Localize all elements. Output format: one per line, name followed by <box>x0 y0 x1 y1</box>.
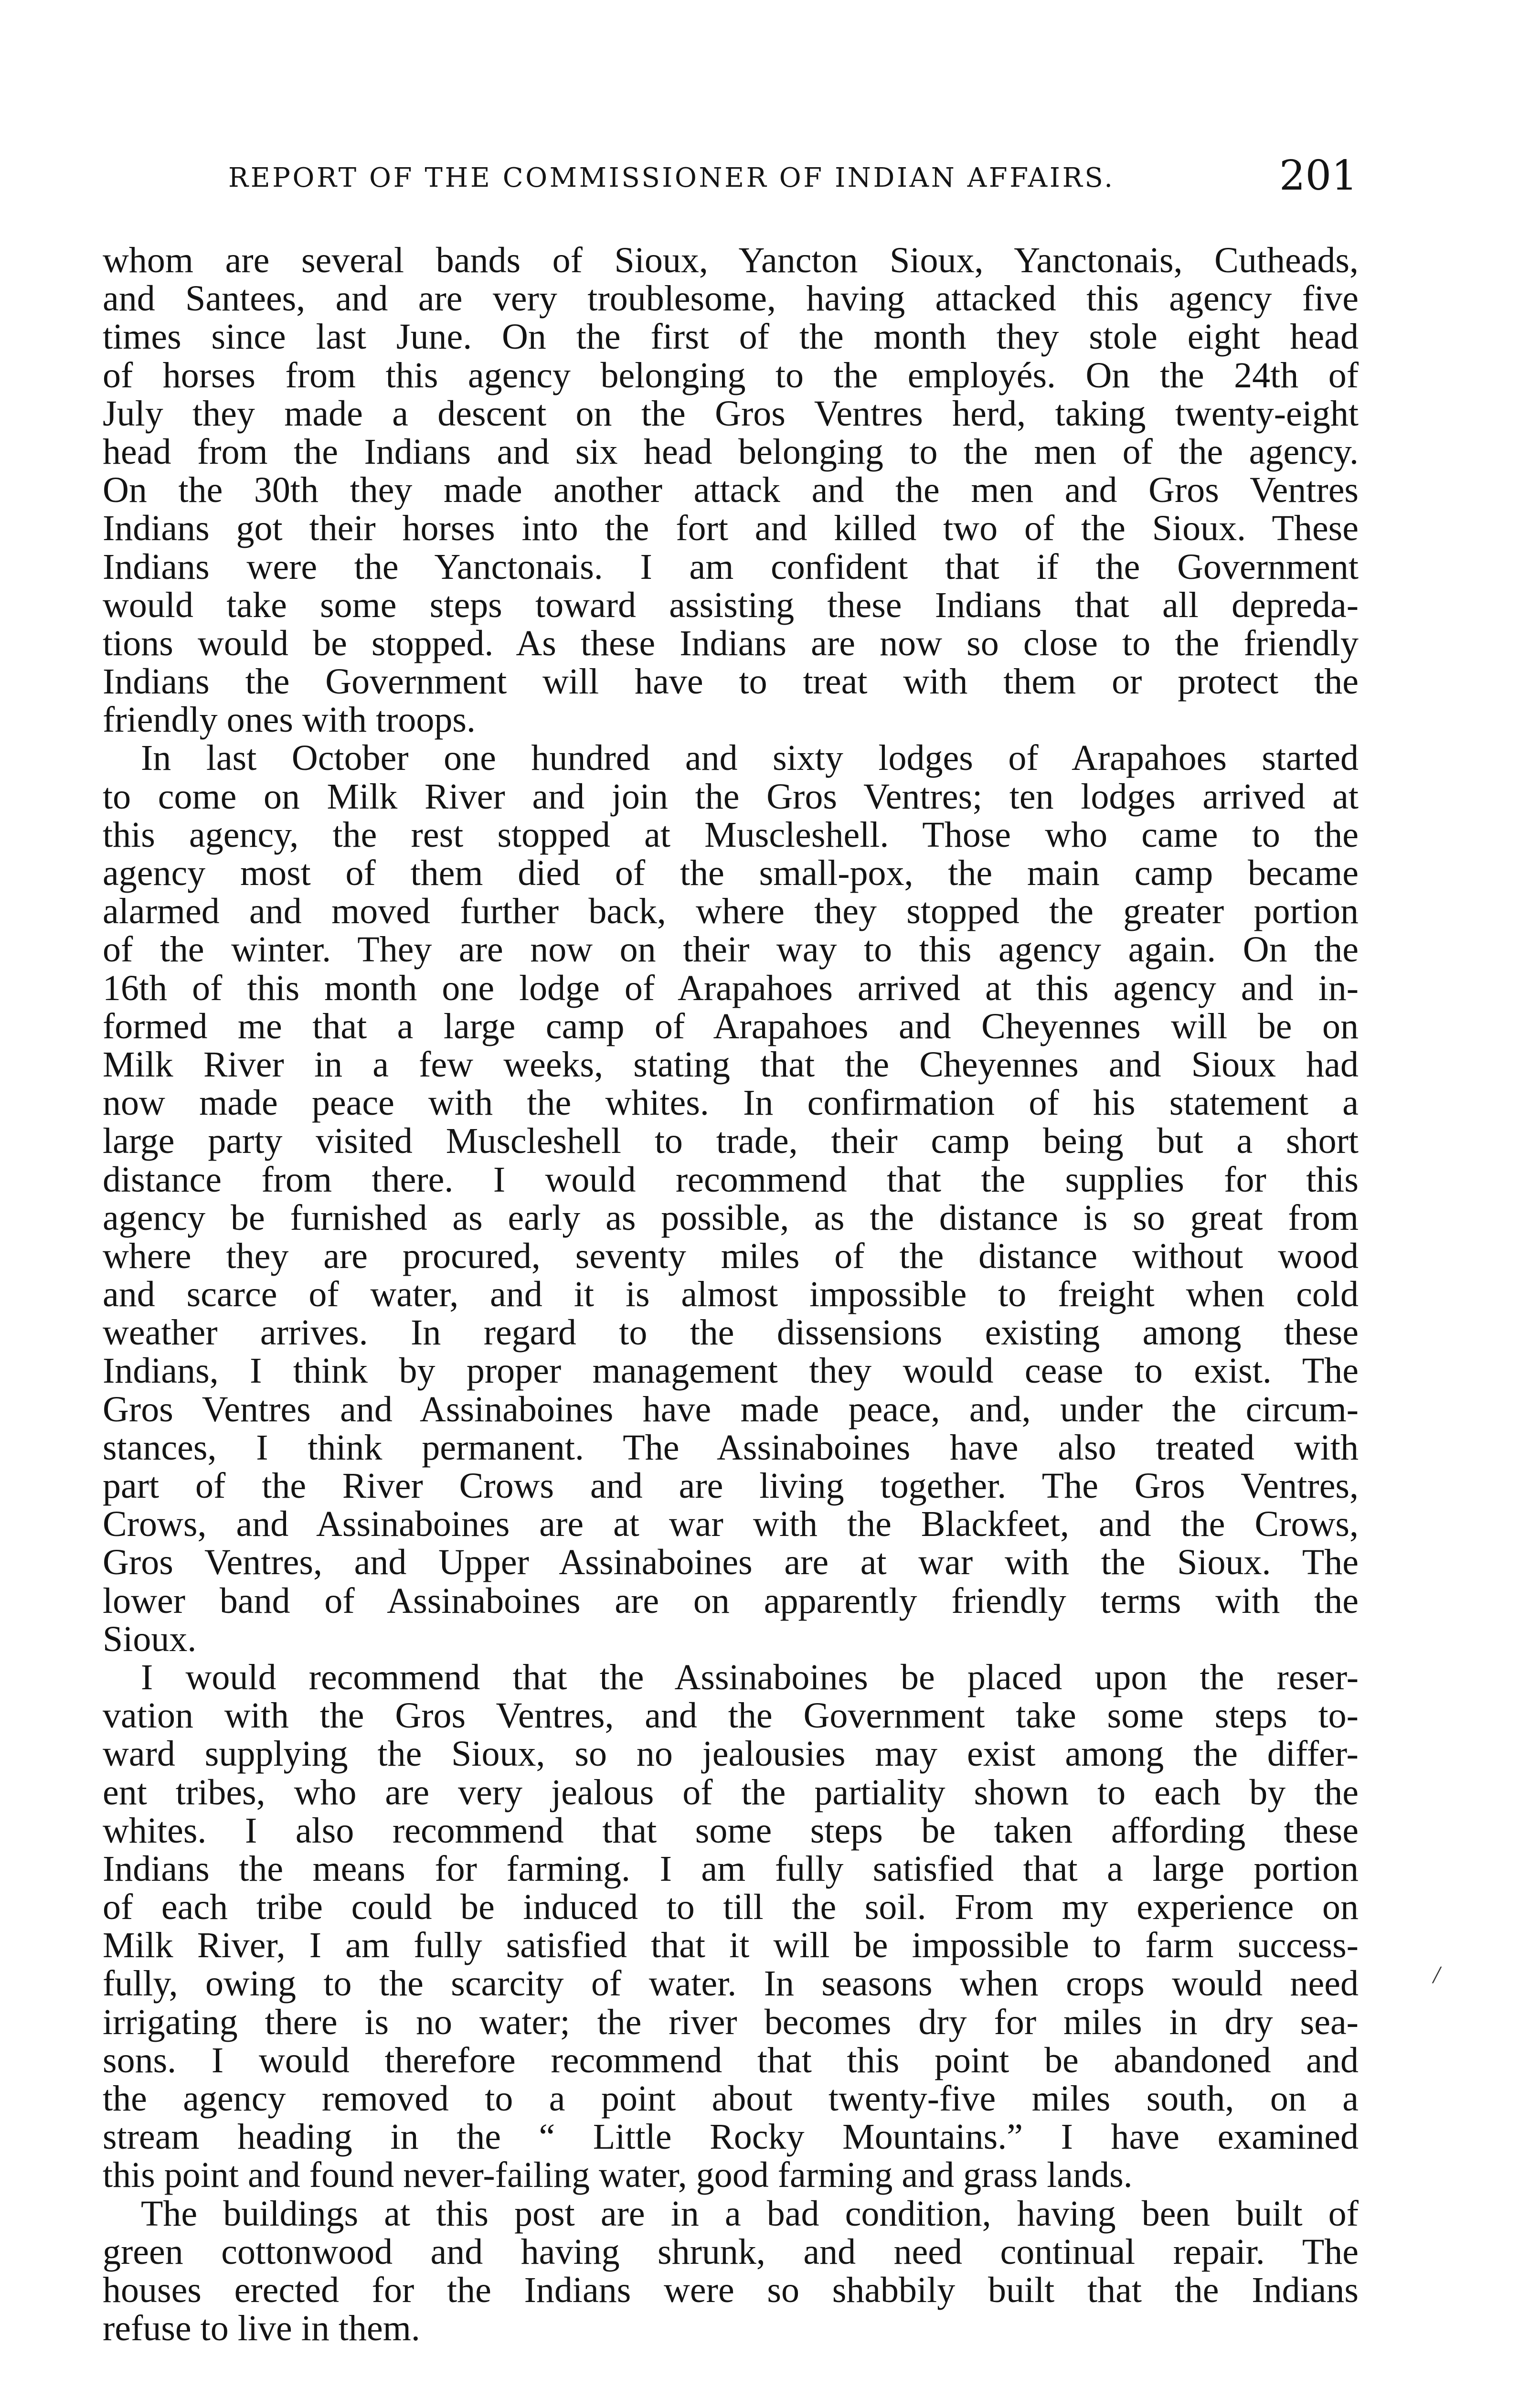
paragraph <box>103 1658 1359 2195</box>
text-line: where they are procured, seventy miles of the distance without wood <box>103 1236 1359 1276</box>
running-title: REPORT OF THE COMMISSIONER OF INDIAN AFFAIRS. <box>228 162 1115 193</box>
text-line: stances, I think permanent. The Assinaboines have also treated with <box>103 1427 1359 1468</box>
text-line: formed me that a large camp of Arapahoes and Cheyennes will be on <box>103 1006 1359 1046</box>
text-line: times since last June. On the first of the month they stole eight head <box>103 317 1359 357</box>
page-number: 201 <box>1279 152 1358 200</box>
text-line: sons. I would therefore recommend that this point be abandoned and <box>103 2040 1359 2080</box>
text-line: now made peace with the whites. In confirmation of his statement a <box>103 1083 1359 1123</box>
text-line: Milk River in a few weeks, stating that the Cheyennes and Sioux had <box>103 1044 1359 1085</box>
text-line: Indians, I think by proper management they would cease to exist. The <box>103 1351 1359 1391</box>
text-line: this point and found never-failing water, good farming and grass lands. <box>103 2155 1133 2196</box>
text-line: whom are several bands of Sioux, Yancton Sioux, Yanctonais, Cutheads, <box>103 240 1359 280</box>
text-line: agency most of them died of the small-pox, the main camp became <box>103 853 1359 893</box>
text-line: would take some steps toward assisting these Indians that all depreda- <box>103 585 1359 625</box>
text-line: whites. I also recommend that some steps be taken affording these <box>103 1810 1359 1851</box>
text-line: Indians were the Yanctonais. I am confident that if the Government <box>103 546 1359 587</box>
text-line: fully, owing to the scarcity of water. In seasons when crops would need <box>103 1963 1359 2004</box>
text-line: to come on Milk River and join the Gros Ventres; ten lodges arrived at <box>103 776 1359 817</box>
text-line: irrigating there is no water; the river becomes dry for miles in dry sea- <box>103 2002 1359 2042</box>
text-line: Crows, and Assinaboines are at war with the Blackfeet, and the Crows, <box>103 1504 1359 1545</box>
text-line: stream heading in the “ Little Rocky Mountains.” I have examined <box>103 2117 1359 2157</box>
text-line: of each tribe could be induced to till the soil. From my experience on <box>103 1887 1359 1928</box>
text-line: this agency, the rest stopped at Muscleshell. Those who came to the <box>103 814 1359 855</box>
text-line: houses erected for the Indians were so shabbily built that the Indians <box>103 2270 1359 2310</box>
text-line: the agency removed to a point about twenty-five miles south, on a <box>103 2079 1359 2119</box>
text-line: of the winter. They are now on their way to this agency again. On the <box>103 929 1359 970</box>
text-line: of horses from this agency belonging to the employés. On the 24th of <box>103 355 1359 395</box>
text-line: ent tribes, who are very jealous of the partiality shown to each by the <box>103 1772 1359 1812</box>
text-line: Indians got their horses into the fort and killed two of the Sioux. These <box>103 508 1359 549</box>
text-line: ward supplying the Sioux, so no jealousies may exist among the differ- <box>103 1734 1359 1774</box>
text-line: lower band of Assinaboines are on apparently friendly terms with the <box>103 1580 1359 1621</box>
text-line: Indians the means for farming. I am fully satisfied that a large portion <box>103 1848 1359 1889</box>
text-line: friendly ones with troops. <box>103 700 476 740</box>
text-line: The buildings at this post are in a bad condition, having been built of <box>141 2193 1359 2234</box>
text-line: agency be furnished as early as possible, as the distance is so great from <box>103 1197 1359 1238</box>
running-head <box>228 152 1358 204</box>
text-line: weather arrives. In regard to the dissensions existing among these <box>103 1312 1359 1353</box>
text-line: part of the River Crows and are living together. The Gros Ventres, <box>103 1466 1359 1506</box>
text-line: July they made a descent on the Gros Ventres herd, taking twenty-eight <box>103 393 1359 434</box>
text-line: refuse to live in them. <box>103 2308 420 2349</box>
text-line: large party visited Muscleshell to trade, their camp being but a short <box>103 1121 1359 1162</box>
text-line: Sioux. <box>103 1619 197 1659</box>
text-line: Milk River, I am fully satisfied that it will be impossible to farm success- <box>103 1925 1359 1966</box>
text-line: alarmed and moved further back, where they stopped the greater portion <box>103 891 1359 932</box>
text-line: vation with the Gros Ventres, and the Government take some steps to- <box>103 1695 1359 1736</box>
paragraph <box>103 739 1359 1658</box>
text-line: distance from there. I would recommend that the supplies for this <box>103 1159 1359 1200</box>
paragraph <box>103 241 1359 739</box>
text-line: Gros Ventres and Assinaboines have made peace, and, under the circum- <box>103 1389 1359 1429</box>
body-text <box>103 241 1359 2347</box>
text-line: Gros Ventres, and Upper Assinaboines are at war with the Sioux. The <box>103 1542 1359 1583</box>
text-line: green cottonwood and having shrunk, and need continual repair. The <box>103 2231 1359 2272</box>
text-line: head from the Indians and six head belonging to the men of the agency. <box>103 431 1359 472</box>
margin-mark: / <box>1433 1962 1440 1989</box>
text-line: 16th of this month one lodge of Arapahoes arrived at this agency and in- <box>103 968 1359 1008</box>
text-line: and scarce of water, and it is almost impossible to freight when cold <box>103 1274 1359 1315</box>
text-line: In last October one hundred and sixty lodges of Arapahoes started <box>141 738 1359 778</box>
text-line: and Santees, and are very troublesome, having attacked this agency five <box>103 278 1359 319</box>
text-line: I would recommend that the Assinaboines be placed upon the reser- <box>141 1657 1359 1697</box>
text-line: On the 30th they made another attack and the men and Gros Ventres <box>103 470 1359 511</box>
text-line: Indians the Government will have to treat with them or protect the <box>103 661 1359 702</box>
text-line: tions would be stopped. As these Indians are now so close to the friendly <box>103 623 1359 663</box>
paragraph <box>103 2195 1359 2348</box>
